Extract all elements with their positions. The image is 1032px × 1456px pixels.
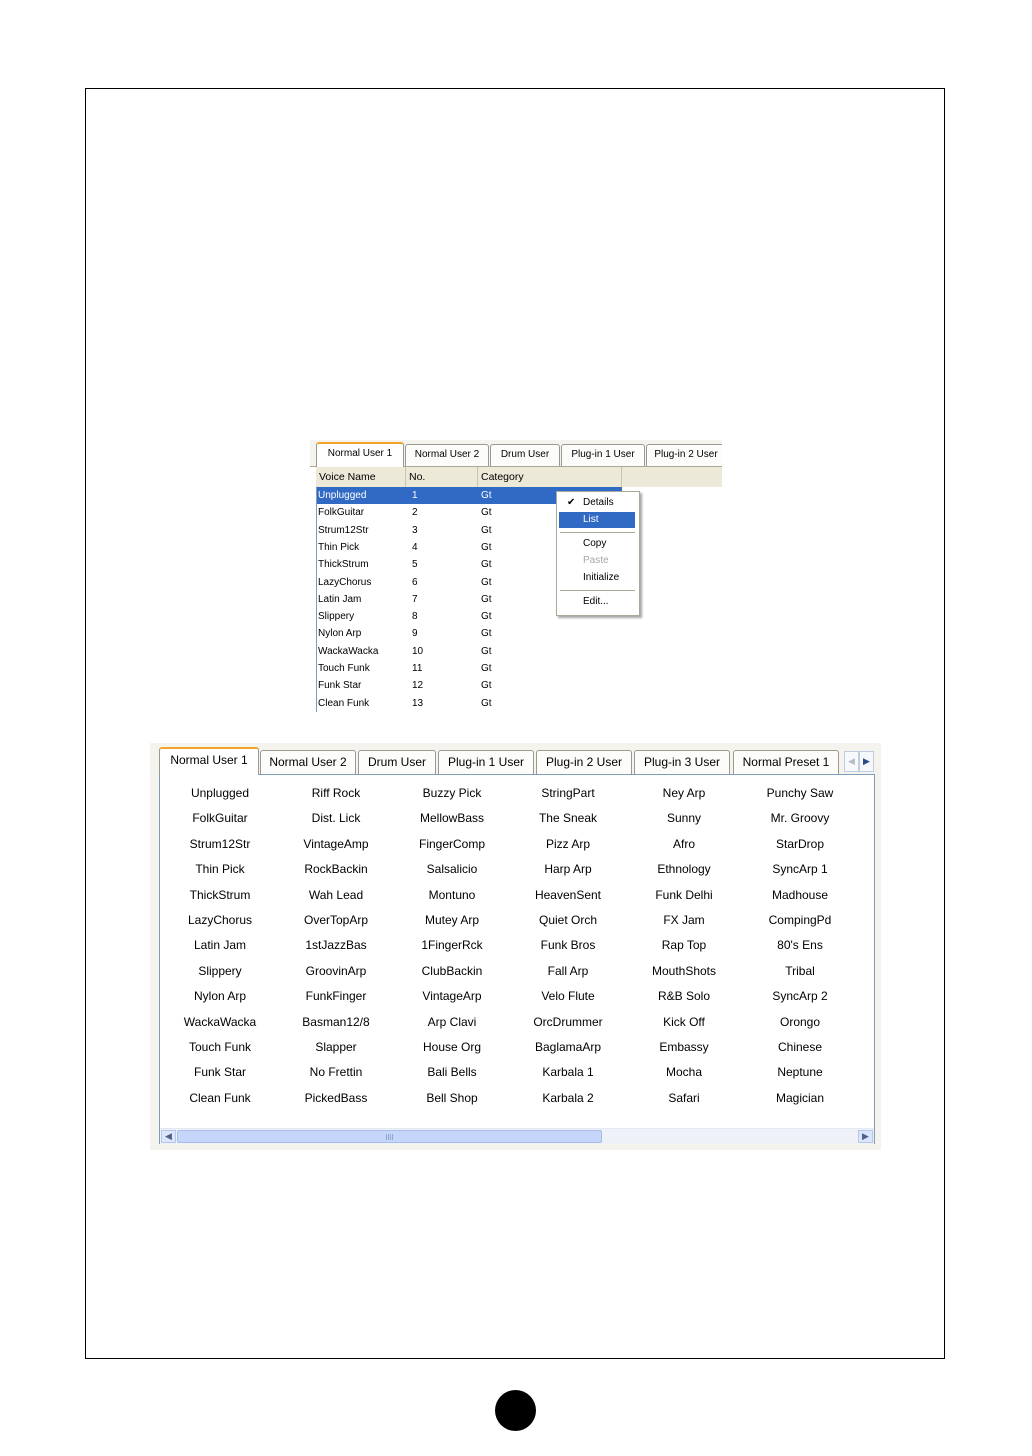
voice-list-item[interactable]: No Frettin	[309, 1065, 363, 1080]
voice-list-item[interactable]: Rap Top	[661, 938, 707, 953]
context-menu	[556, 491, 640, 616]
voice-list-item[interactable]: PickedBass	[304, 1090, 368, 1105]
voice-name: FolkGuitar	[318, 507, 365, 519]
menu-item-details-label: Details	[583, 497, 614, 508]
voice-number: 11	[412, 663, 423, 674]
tab-drum-user[interactable]: Drum User	[490, 444, 560, 466]
voice-list-item[interactable]: Karbala 2	[542, 1090, 594, 1105]
voice-list-item[interactable]: Salsalicio	[426, 862, 478, 877]
voice-list-item[interactable]: WackaWacka	[183, 1014, 257, 1029]
voice-number: 6	[412, 576, 418, 588]
column-header-category[interactable]: Category	[478, 467, 622, 487]
voice-list-item[interactable]: Orongo	[779, 1014, 821, 1029]
tab-plug-in-1-user[interactable]: Plug-in 1 User	[561, 444, 645, 466]
voice-category: Gt	[481, 541, 492, 553]
voice-list-item[interactable]: House Org	[422, 1040, 482, 1054]
voice-number: 13	[412, 697, 424, 709]
voice-list-item[interactable]: Afro	[672, 836, 695, 851]
voice-list-item[interactable]: Magician	[775, 1090, 825, 1105]
voice-name: Funk Star	[318, 680, 362, 692]
voice-list-item[interactable]: Punchy Saw	[766, 786, 834, 800]
voice-row[interactable]	[317, 643, 622, 660]
voice-number: 9	[412, 628, 418, 640]
voice-category: Gt	[481, 645, 492, 657]
voice-list-item[interactable]: SyncArp 1	[772, 862, 828, 877]
voice-list-item[interactable]: Dist. Lick	[311, 811, 361, 826]
voice-list-item[interactable]: OrcDrummer	[533, 1014, 603, 1029]
voice-list-item[interactable]: VintageAmp	[303, 836, 369, 851]
menu-separator	[560, 590, 635, 591]
scrollbar-thumb[interactable]	[177, 1130, 602, 1143]
voice-list-item[interactable]: Bali Bells	[427, 1065, 477, 1080]
voice-list-item[interactable]: Latin Jam	[193, 938, 247, 953]
voice-list-item[interactable]: Embassy	[659, 1040, 709, 1054]
page-number-dot	[495, 1390, 536, 1431]
voice-row[interactable]	[317, 660, 622, 677]
voice-name: Latin Jam	[318, 593, 362, 605]
voice-category: Gt	[481, 593, 492, 605]
voice-list-item[interactable]: Montuno	[428, 887, 476, 902]
scroll-left-icon[interactable]: ◀	[161, 1130, 176, 1143]
voice-name: WackaWacka	[318, 645, 379, 657]
voice-list-item[interactable]: Karbala 1	[542, 1065, 594, 1080]
tab-plug-in-2-user[interactable]: Plug-in 2 User	[536, 750, 632, 774]
voice-list-item[interactable]: Funk Bros	[540, 938, 596, 953]
voice-list-item[interactable]: 80's Ens	[777, 938, 823, 953]
voice-list-item[interactable]: Madhouse	[771, 887, 829, 902]
voice-list-item[interactable]: SyncArp 2	[772, 989, 828, 1004]
voice-list-item[interactable]: Safari	[668, 1090, 700, 1105]
voice-list-item[interactable]: R&B Solo	[657, 989, 711, 1004]
voice-list-item[interactable]: Pizz Arp	[545, 836, 590, 851]
tab-normal-user-2[interactable]: Normal User 2	[260, 750, 356, 774]
tab-normal-preset-1[interactable]: Normal Preset 1	[733, 750, 839, 774]
voice-list-item[interactable]: 1stJazzBas	[305, 938, 367, 953]
voice-list-item[interactable]: ClubBackin	[421, 963, 483, 978]
voice-list-item[interactable]: Chinese	[777, 1040, 823, 1054]
voice-list-item[interactable]: Nylon Arp	[193, 989, 247, 1004]
voice-number: 7	[412, 593, 418, 605]
voice-list-item[interactable]: Ney Arp	[662, 786, 706, 800]
voice-list-item[interactable]: Unplugged	[190, 786, 250, 800]
voice-list-item[interactable]: 1FingerRck	[421, 938, 483, 953]
voice-name: Nylon Arp	[318, 628, 362, 640]
voice-list-item[interactable]: Quiet Orch	[538, 913, 598, 927]
tab-plug-in-2-user[interactable]: Plug-in 2 User	[646, 444, 722, 466]
tab-plug-in-3-user[interactable]: Plug-in 3 User	[634, 750, 730, 774]
horizontal-scrollbar[interactable]	[160, 1128, 874, 1144]
voice-list-list-screenshot	[150, 743, 881, 1150]
voice-list-item[interactable]: RockBackin	[304, 862, 368, 877]
voice-list-item[interactable]: FingerComp	[418, 836, 486, 851]
voice-list-item[interactable]: StringPart	[541, 786, 595, 800]
voice-category: Gt	[481, 559, 492, 571]
voice-list-item[interactable]: Riff Rock	[311, 786, 361, 800]
voice-category: Gt	[481, 697, 492, 709]
voice-category: Gt	[481, 680, 492, 692]
voice-row[interactable]	[317, 695, 622, 712]
voice-list-item[interactable]: Buzzy Pick	[422, 786, 482, 800]
column-header-no[interactable]: No.	[406, 467, 478, 487]
tab-normal-user-2[interactable]: Normal User 2	[405, 444, 489, 466]
voice-category: Gt	[481, 524, 492, 536]
voice-list-item[interactable]: FolkGuitar	[192, 811, 248, 826]
voice-name: Unplugged	[318, 490, 367, 501]
voice-number: 2	[412, 507, 418, 519]
voice-list-item[interactable]: MouthShots	[651, 963, 717, 978]
menu-item-paste: Paste	[583, 555, 609, 566]
voice-list-item[interactable]: Funk Delhi	[655, 887, 713, 902]
voice-list-item[interactable]: Touch Funk	[188, 1040, 252, 1054]
voice-list-item[interactable]: Wah Lead	[308, 887, 364, 902]
voice-list-item[interactable]: CompingPd	[768, 913, 832, 927]
voice-list-panel	[159, 774, 875, 1144]
voice-list-item[interactable]: OverTopArp	[303, 913, 369, 927]
voice-list-item[interactable]: Mr. Groovy	[770, 811, 830, 826]
column-header-row	[316, 467, 622, 488]
voice-name: Thin Pick	[318, 541, 360, 553]
voice-list-item[interactable]: Harp Arp	[544, 862, 592, 877]
voice-category: Gt	[481, 611, 492, 623]
voice-list-details-screenshot	[310, 440, 722, 712]
voice-number: 5	[412, 559, 418, 571]
tab-plug-in-1-user[interactable]: Plug-in 1 User	[438, 750, 534, 774]
voice-number: 3	[412, 524, 418, 536]
voice-name: Strum12Str	[318, 524, 369, 536]
voice-list-item[interactable]: HeavenSent	[534, 887, 602, 902]
voice-list-item[interactable]: Basman12/8	[302, 1014, 370, 1029]
voice-list-item[interactable]: ThickStrum	[189, 887, 251, 902]
voice-list-item[interactable]: VintageArp	[422, 989, 482, 1004]
tab-scroll-left-icon[interactable]: ◀	[844, 751, 859, 772]
voice-name: LazyChorus	[318, 576, 372, 588]
menu-item-initialize[interactable]: Initialize	[583, 572, 620, 583]
menu-item-copy[interactable]: Copy	[583, 538, 607, 549]
voice-name: ThickStrum	[318, 559, 369, 571]
voice-number: 10	[412, 645, 424, 657]
voice-number: 1	[412, 490, 418, 501]
voice-list-item[interactable]: Fall Arp	[547, 963, 589, 978]
voice-number: 4	[412, 541, 418, 553]
voice-category: Gt	[481, 628, 492, 640]
voice-list-item[interactable]: Mocha	[665, 1065, 703, 1080]
check-icon: ✔	[567, 497, 576, 508]
tab-drum-user[interactable]: Drum User	[358, 750, 436, 774]
voice-list-item[interactable]: Clean Funk	[189, 1090, 251, 1105]
menu-item-list[interactable]: List	[559, 512, 635, 528]
voice-list-item[interactable]: FX Jam	[663, 913, 705, 927]
voice-category: Gt	[481, 663, 492, 674]
voice-list-item[interactable]: StarDrop	[775, 836, 825, 851]
voice-list-item[interactable]: LazyChorus	[187, 913, 253, 927]
voice-list-item[interactable]: Slippery	[198, 963, 242, 978]
voice-list-item[interactable]: Thin Pick	[195, 862, 245, 877]
voice-list-item[interactable]: Arp Clavi	[427, 1014, 477, 1029]
voice-list-item[interactable]: Neptune	[777, 1065, 823, 1080]
tab-normal-user-1[interactable]: Normal User 1	[159, 747, 259, 775]
voice-list-item[interactable]: Strum12Str	[189, 836, 251, 851]
page-frame	[85, 88, 945, 1359]
menu-item-details[interactable]	[559, 495, 635, 511]
voice-list-item[interactable]: MellowBass	[419, 811, 485, 826]
voice-number: 8	[412, 611, 418, 623]
details-tab-bar	[310, 440, 722, 467]
voice-name: Touch Funk	[318, 663, 370, 674]
voice-category: Gt	[481, 507, 492, 519]
voice-list-item[interactable]: Kick Off	[663, 1014, 705, 1029]
voice-category: Gt	[481, 576, 492, 588]
voice-name: Clean Funk	[318, 697, 370, 709]
voice-list-item[interactable]: BaglamaArp	[534, 1040, 602, 1054]
voice-list-item[interactable]: Tribal	[785, 963, 815, 978]
menu-separator	[560, 532, 635, 533]
voice-list-item[interactable]: Sunny	[666, 811, 702, 826]
voice-row[interactable]	[317, 625, 622, 642]
scroll-right-icon[interactable]: ▶	[858, 1130, 873, 1143]
voice-list-item[interactable]: Velo Flute	[541, 989, 595, 1004]
header-filler	[622, 467, 722, 487]
grip-icon	[386, 1134, 394, 1140]
voice-name: Slippery	[318, 611, 355, 623]
voice-number: 12	[412, 680, 424, 692]
voice-list-item[interactable]: FunkFinger	[305, 989, 367, 1004]
voice-list-item[interactable]: The Sneak	[538, 811, 598, 826]
tab-scroll-right-icon[interactable]: ▶	[859, 751, 874, 772]
voice-row[interactable]	[317, 677, 622, 694]
voice-list-item[interactable]: Mutey Arp	[424, 913, 480, 927]
voice-list-item[interactable]: Funk Star	[193, 1065, 247, 1080]
voice-list-item[interactable]: Ethnology	[657, 862, 711, 877]
menu-item-edit[interactable]: Edit...	[583, 596, 609, 607]
voice-list-item[interactable]: Slapper	[315, 1040, 357, 1054]
voice-list-item[interactable]: Bell Shop	[426, 1090, 478, 1105]
tab-normal-user-1[interactable]: Normal User 1	[316, 442, 404, 467]
column-header-voice-name[interactable]: Voice Name	[316, 467, 406, 487]
voice-category: Gt	[481, 490, 492, 501]
voice-list-item[interactable]: GroovinArp	[305, 963, 367, 978]
